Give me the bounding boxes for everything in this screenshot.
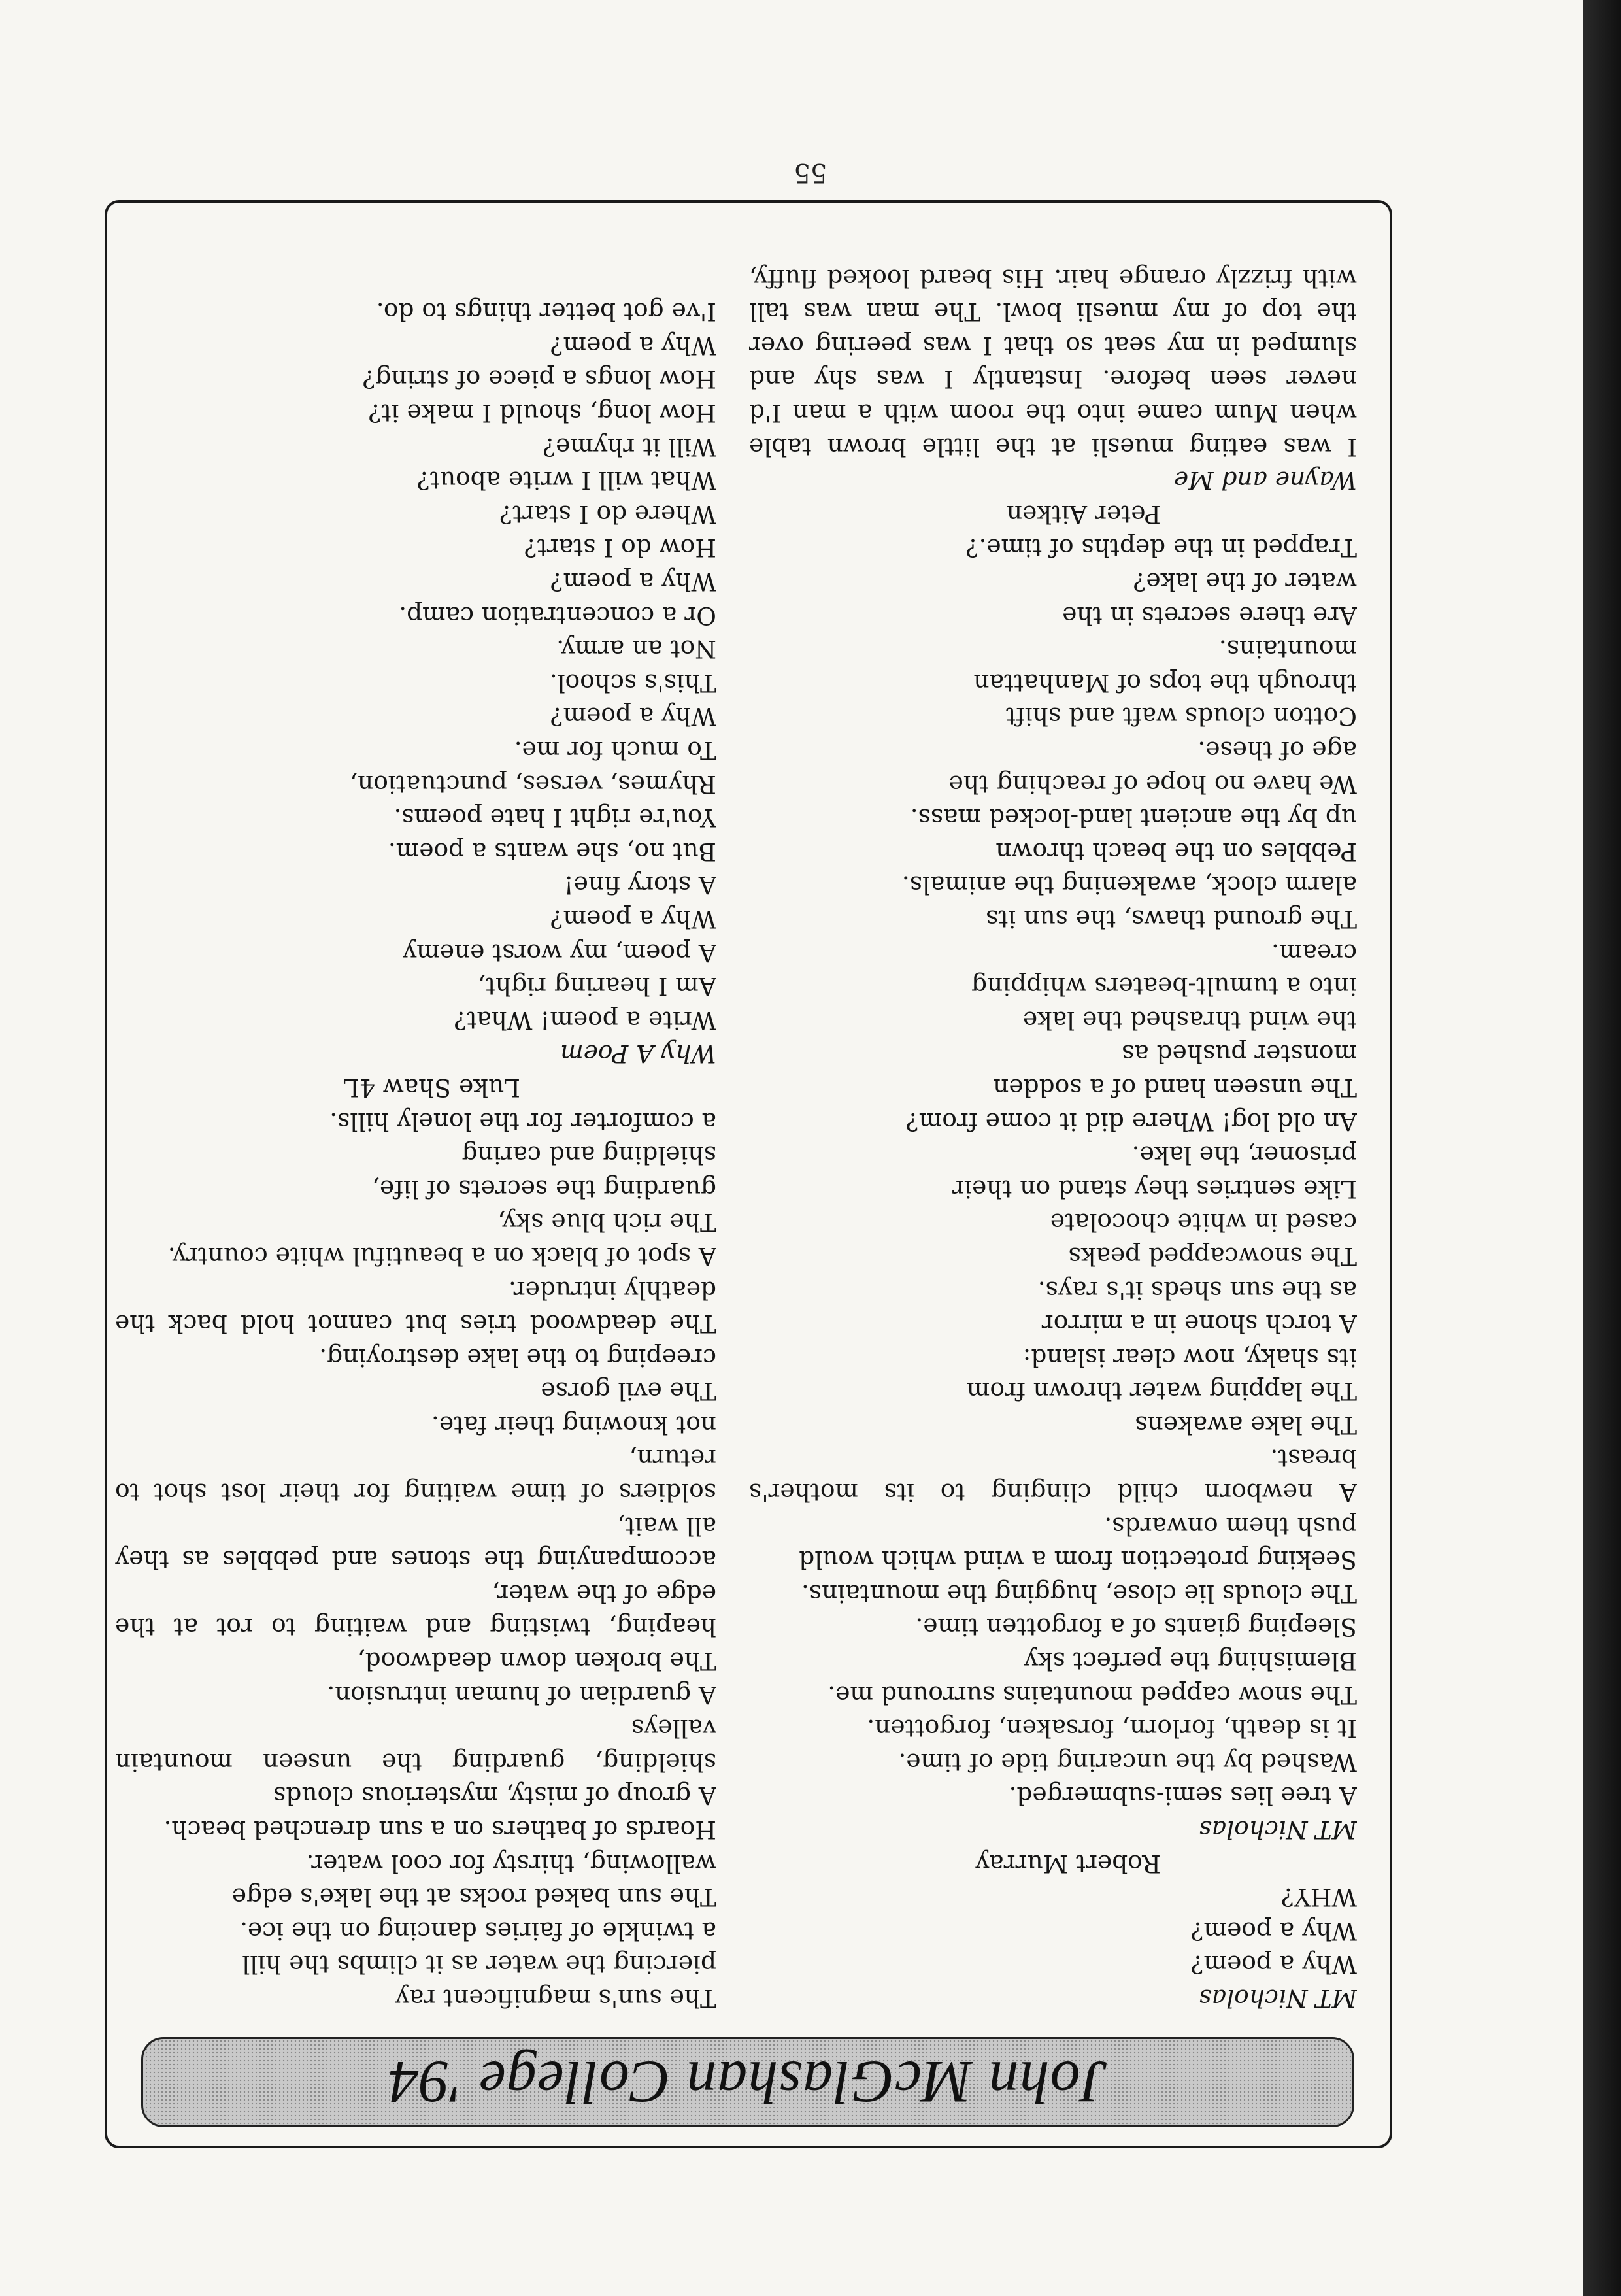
- text-line: This's school.: [549, 668, 716, 698]
- text-line: the top of my muesli bowl. The man was tall: [749, 297, 1357, 327]
- text-line: not knowing their fate.: [431, 1410, 716, 1440]
- text-line: The evil gorse: [541, 1377, 716, 1406]
- text-line: An old log! Where did it come from?: [905, 1107, 1357, 1136]
- poem-author: Peter Aitken: [1006, 499, 1161, 529]
- text-line: The broken down deadwood,: [357, 1647, 716, 1676]
- text-line: its shaky, now clear island:: [1022, 1343, 1357, 1372]
- text-line: Washed by the uncaring tide of time.: [898, 1747, 1357, 1777]
- text-line: wallowing, thirsty for cool water.: [306, 1849, 716, 1878]
- text-line: shielding, guarding the unseen mountain: [115, 1747, 716, 1777]
- text-line: To much for me.: [514, 736, 716, 766]
- text-line: a twinkle of fairies dancing on the ice.: [240, 1916, 716, 1946]
- text-line: Why a poem?: [1190, 1916, 1357, 1946]
- text-line: Rhymes, verses, punctuation,: [350, 769, 716, 799]
- text-line: cream.: [1271, 938, 1357, 968]
- text-line: a comforter for the lonely hills.: [329, 1107, 716, 1136]
- text-line: I was eating muesli at the little brown table: [749, 432, 1357, 462]
- text-line: I've got better things to do.: [376, 297, 716, 327]
- text-line: Sleeping giants of a forgotten time.: [915, 1613, 1357, 1642]
- text-line: with frizzly orange hair. His beard looked fluffy,: [749, 263, 1357, 293]
- banner-title: John McGlashan College '94: [388, 2049, 1108, 2116]
- text-line: alarm clock, awakening the animals.: [901, 871, 1357, 900]
- text-line: The deadwood tries but cannot hold back the: [115, 1309, 716, 1339]
- text-line: Trapped in the depths of time.?: [965, 533, 1357, 563]
- text-line: The rich blue sky,: [497, 1208, 716, 1238]
- page-frame: [105, 200, 1392, 2148]
- text-line: How do I start?: [524, 533, 716, 563]
- poem-title: MT Nicholas: [1199, 1984, 1357, 2013]
- left-column: [749, 222, 1357, 2015]
- text-line: Like sentries they stand on their: [952, 1174, 1357, 1204]
- text-line: age of these.: [1197, 736, 1357, 766]
- text-line: monster pushed as: [1122, 1039, 1357, 1069]
- text-line: A guardian of human intrusion.: [327, 1680, 716, 1710]
- text-line: heaping, twisting and waiting to rot at the: [115, 1613, 716, 1642]
- text-line: The lapping water thrown from: [966, 1377, 1357, 1406]
- text-line: Or a concentration camp.: [399, 601, 716, 630]
- text-line: The unseen hand of a sodden: [993, 1073, 1357, 1102]
- text-line: The sun's magnificent ray: [395, 1984, 716, 2013]
- text-line: soldiers of time waiting for their lost shot to: [115, 1478, 716, 1508]
- header-banner: [141, 2037, 1354, 2127]
- text-line: How longs a piece of string?: [362, 365, 716, 394]
- text-line: A newborn child clinging to its mother's: [749, 1478, 1357, 1508]
- poem-author: Robert Murray: [975, 1849, 1161, 1878]
- text-line: valleys: [631, 1714, 716, 1744]
- text-line: return,: [629, 1444, 716, 1474]
- text-line: The snow capped mountains surround me.: [827, 1680, 1357, 1710]
- text-line: Why a poem?: [550, 905, 716, 934]
- text-line: accompanying the stones and pebbles as they: [115, 1545, 716, 1575]
- text-line: A tree lies semi-submerged.: [1009, 1781, 1357, 1811]
- text-line: water of the lake?: [1133, 567, 1357, 597]
- text-line: edge of the water,: [492, 1579, 716, 1608]
- text-line: What will I write about?: [416, 466, 716, 496]
- text-line: Why a poem?: [550, 702, 716, 732]
- text-line: slumped in my seat so that I was peering over: [749, 331, 1357, 360]
- text-line: when Mum came into the room with a man I'd: [749, 399, 1357, 428]
- text-line: The lake awakens: [1135, 1410, 1357, 1440]
- text-line: A spot of black on a beautiful white country.: [167, 1241, 716, 1271]
- poem-title: Why A Poem: [560, 1039, 716, 1069]
- text-line: prisoner, the lake.: [1131, 1141, 1357, 1170]
- text-line: cased in white chocolate: [1050, 1208, 1357, 1238]
- text-line: WHY?: [1280, 1883, 1357, 1912]
- text-line: creeping to the lake destroying.: [319, 1343, 716, 1372]
- text-line: never seen before. Instantly I was shy and: [749, 365, 1357, 394]
- text-line: Am I hearing right,: [477, 972, 716, 1002]
- text-line: Write a poem! What?: [454, 1005, 716, 1035]
- text-line: guarding the secrets of life,: [372, 1174, 716, 1204]
- page-number: 55: [794, 158, 827, 188]
- text-line: Why a poem?: [550, 567, 716, 597]
- right-column: [115, 222, 716, 2015]
- text-line: The ground thaws, the sun its: [986, 905, 1357, 934]
- text-line: A story fine!: [563, 871, 716, 900]
- poem-author: Luke Shaw 4L: [343, 1073, 520, 1102]
- text-line: How long, should I make it?: [368, 399, 716, 428]
- text-line: But no, she wants a poem.: [388, 837, 716, 866]
- text-line: breast.: [1270, 1444, 1357, 1474]
- text-line: The sun baked rocks at the lake's edge: [231, 1883, 716, 1912]
- text-line: shielding and caring: [461, 1141, 716, 1170]
- text-line: A group of misty, mysterious clouds: [273, 1781, 716, 1811]
- text-line: It is death, forlorn, forsaken, forgotten.: [867, 1714, 1357, 1744]
- text-line: into a tumult-beaters whipping: [971, 972, 1357, 1002]
- text-line: push them onwards.: [1104, 1511, 1357, 1541]
- text-line: Why a poem?: [550, 331, 716, 360]
- text-line: We have no hope of reaching the: [948, 769, 1357, 799]
- text-line: mountains.: [1218, 635, 1357, 664]
- text-line: as the sun sheds it's rays.: [1037, 1275, 1357, 1305]
- text-line: piercing the water as it climbs the hill: [242, 1950, 716, 1980]
- text-line: Where do I start?: [499, 499, 716, 529]
- text-line: all wait,: [617, 1511, 716, 1541]
- text-line: Blemishing the perfect sky: [1024, 1647, 1357, 1676]
- text-line: You're right I hate poems.: [393, 803, 716, 833]
- poem-title: Wayne and Me: [1173, 466, 1357, 496]
- text-line: Why a poem?: [1190, 1950, 1357, 1980]
- text-line: The clouds lie close, hugging the mountains.: [801, 1579, 1357, 1608]
- text-line: Will it rhyme?: [543, 432, 716, 462]
- text-line: up by the ancient land-locked mass.: [910, 803, 1357, 833]
- text-line: Not an army.: [556, 635, 716, 664]
- text-line: the wind thrashed the lake: [1022, 1005, 1357, 1035]
- text-line: A torch shone in a mirror: [1041, 1309, 1357, 1339]
- poem-title: MT Nicholas: [1199, 1815, 1357, 1845]
- text-line: A poem, my worst enemy: [403, 938, 716, 968]
- text-line: Seeking protection from a wind which would: [799, 1545, 1357, 1575]
- text-line: Pebbles on the beach thrown: [995, 837, 1357, 866]
- text-line: Are there secrets in the: [1062, 601, 1357, 630]
- text-line: deathly intruder.: [508, 1275, 716, 1305]
- text-line: through the tops of Manhattan: [973, 668, 1357, 698]
- text-line: Cotton clouds waft and shift: [1005, 702, 1357, 732]
- text-line: The snowcapped peaks: [1068, 1241, 1357, 1271]
- text-line: Hoards of bathers on a sun drenched beach.: [163, 1815, 716, 1845]
